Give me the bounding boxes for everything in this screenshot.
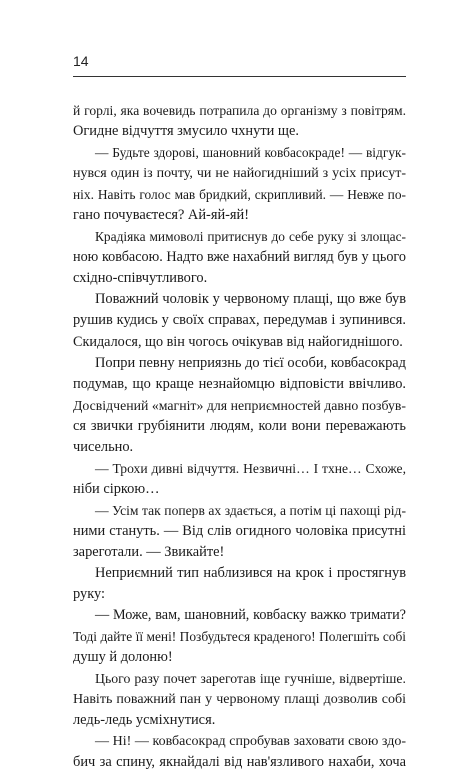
text-line: Скидалося, що він чогось очікував від найогиднішого. (73, 333, 403, 350)
text-line: гано почуваєтеся? Ай-яй-яй! (73, 207, 250, 224)
page-number: 14 (73, 53, 89, 69)
text-line: зареготали. — Звикайте! (73, 543, 225, 560)
text-line: Огидне відчуття змусило чхнути ще. (73, 123, 299, 140)
text-line: — Трохи дивні відчуття. Незвичні… І тхне… Схоже, (95, 460, 406, 476)
text-line: нувся один із почту, чи не найогиднiший з усіх присут- (73, 166, 406, 182)
text-line: ніх. Навіть голос мав бридкий, скрипливий. — Невже по- (73, 187, 406, 203)
text-line: ледь-ледь усміхнутися. (73, 712, 216, 729)
text-line: Крадіяка мимоволі притиснув до себе руку зі злощас- (95, 229, 406, 245)
text-line: ніби сіркою… (73, 480, 160, 497)
text-line: Тоді дайте її мені! Позбудьтеся краденого! Полегшіть собі (73, 629, 406, 645)
text-line: Попри певну неприязнь до тієї особи, ковбасокрад (95, 354, 406, 371)
text-line: Досвідчений «магніт» для неприємностей давно позбув- (73, 397, 406, 413)
text-line: Поважний чоловік у червоному плащі, що вже був (95, 291, 406, 308)
text-line: душу й долоню! (73, 649, 173, 666)
text-line: руку: (73, 586, 105, 603)
body-text (73, 100, 406, 774)
text-line: Неприємний тип наблизився на крок і простягнув (95, 565, 406, 582)
text-line: рушив кудись у своїх справах, передумав і зупинився. (73, 312, 406, 329)
text-line: ною ковбасою. Надто вже нахабний вигляд був у цього (73, 249, 406, 266)
text-line: бич за спину, якнайдалі від нав'язливого нахаби, хоча (73, 754, 406, 771)
text-line: — Може, вам, шановний, ковбаску важко тримати? (95, 607, 406, 624)
text-line: — Будьте здорові, шановний ковбасокраде! — відгук- (95, 145, 406, 161)
text-line: ся звички грубіянити людям, коли вони переважають (73, 417, 406, 434)
text-line: Навіть поважний пан у червоному плащі дозволив собі (73, 692, 406, 708)
text-line: — Ні! — ковбасокрад спробував заховати свою здо- (95, 734, 406, 750)
text-line: — Усім так поперв ах здається, а потім ці пахощі рід- (95, 502, 406, 518)
text-line: Цього разу почет зареготав іще гучніше, відвертіше. (95, 671, 406, 687)
header-rule (73, 76, 406, 77)
text-line: подумав, що краще незнайомцю відповісти ввічливо. (73, 375, 406, 392)
text-line: ними стануть. — Від слів огидного чоловіка присутні (73, 522, 406, 539)
text-line: східно-співчутливого. (73, 270, 208, 287)
text-line: й горлі, яка вочевидь потрапила до організму з повітрям. (73, 103, 406, 118)
page-header (73, 53, 406, 77)
text-line: чисельно. (73, 438, 134, 455)
